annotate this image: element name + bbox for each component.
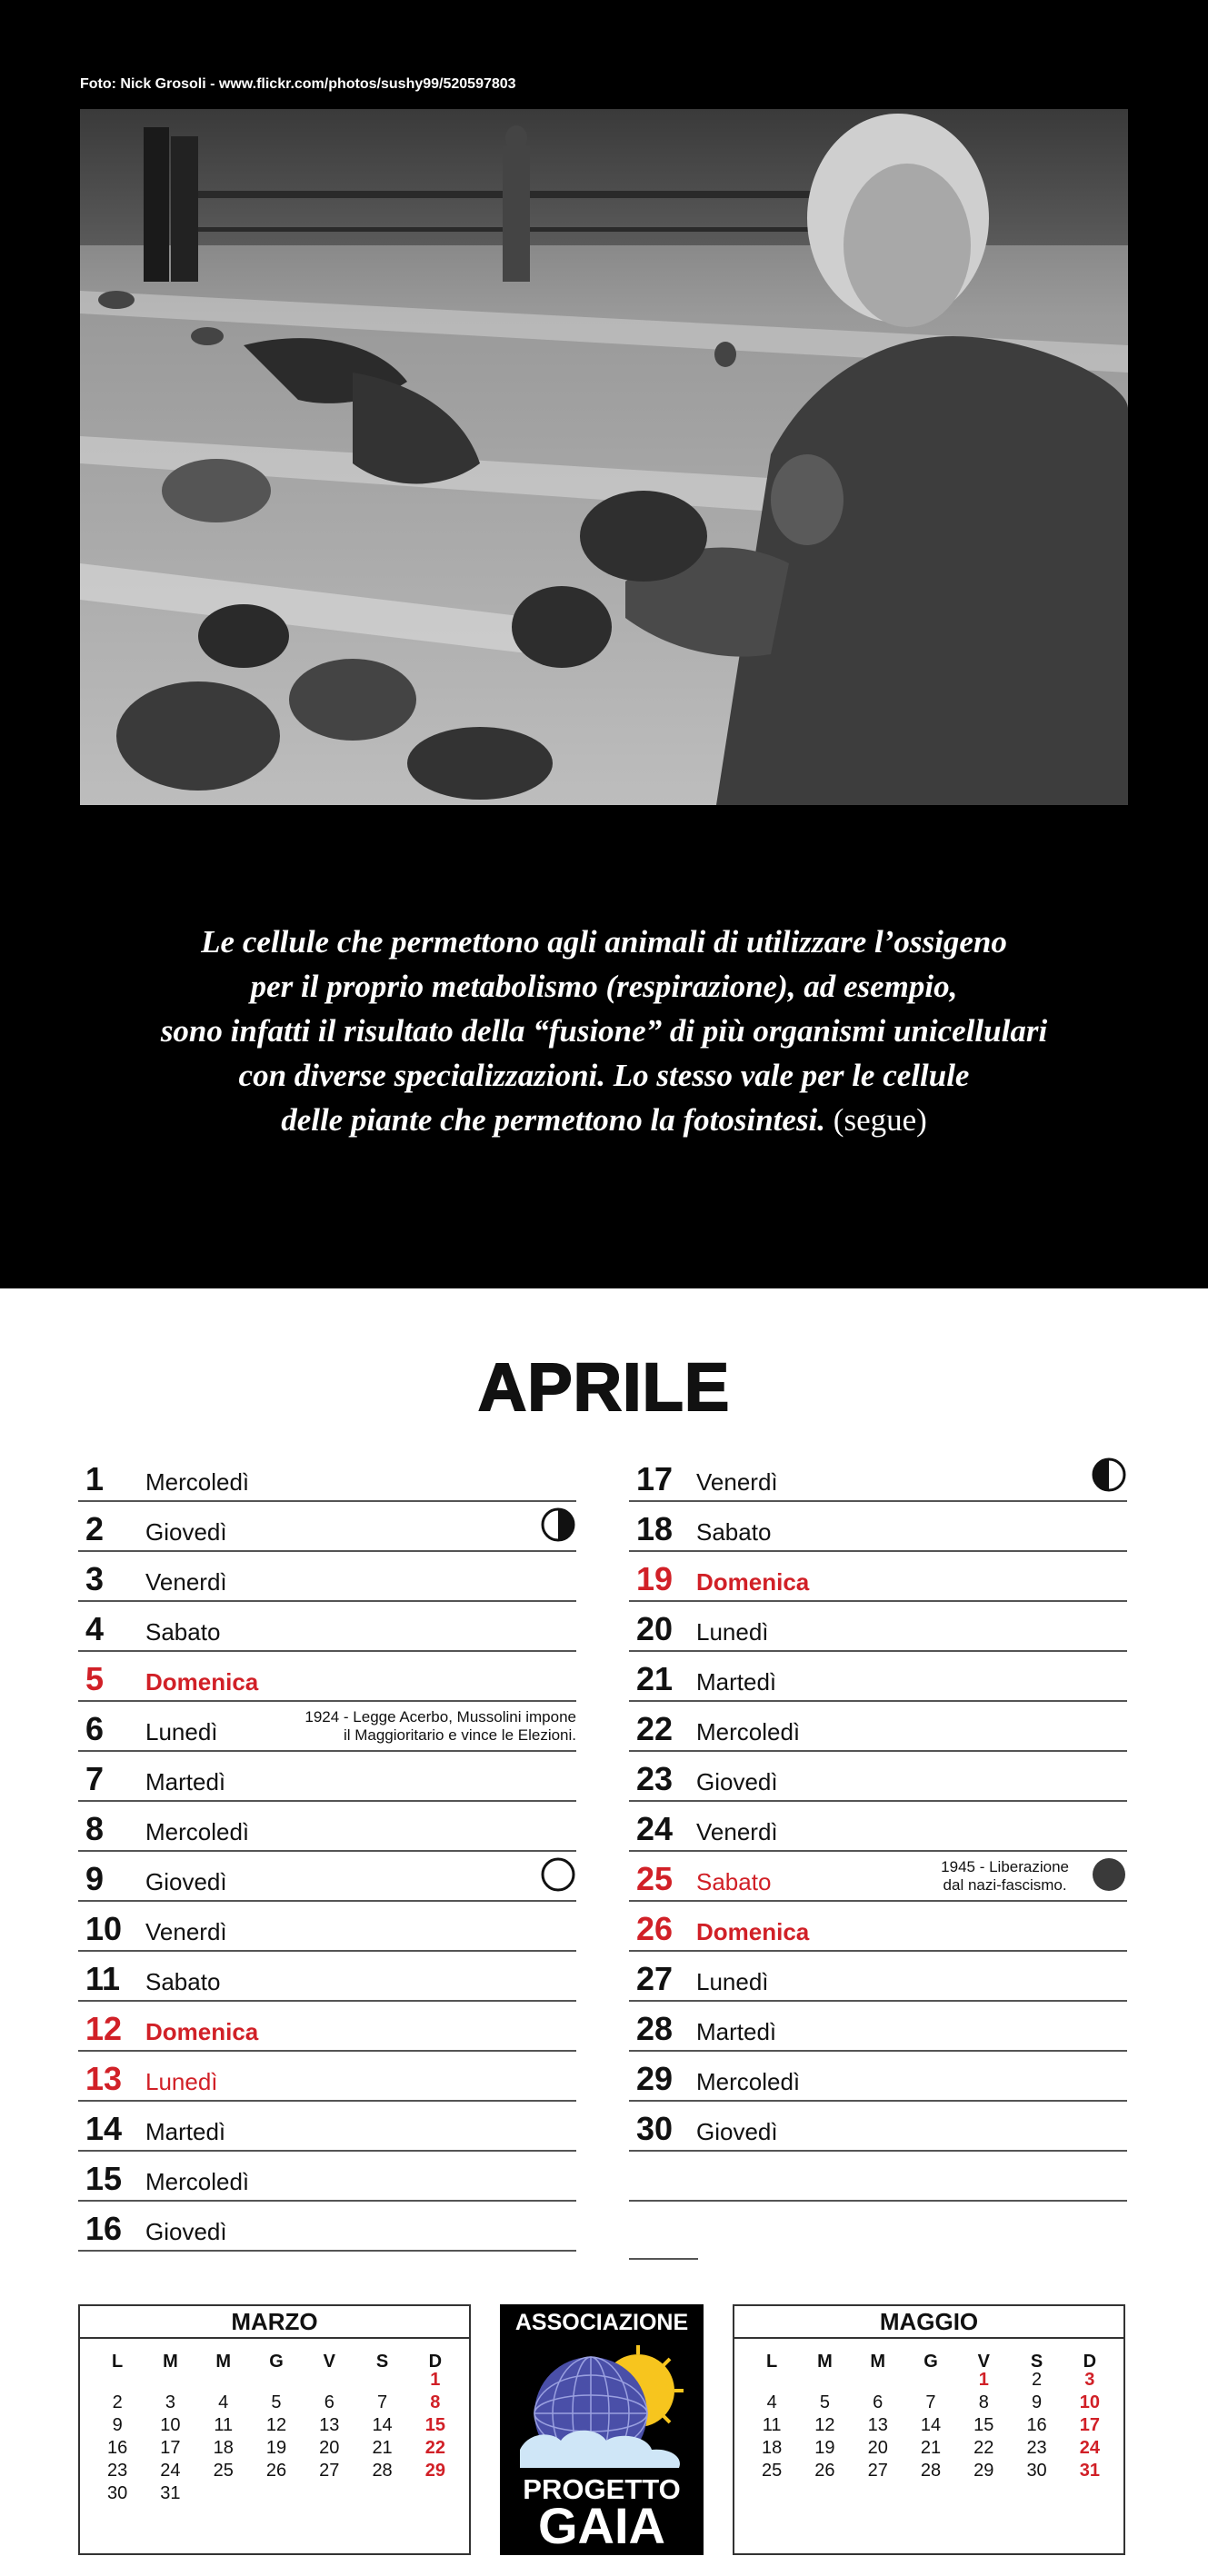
mini-day: 23 (1026, 2438, 1047, 2458)
mini-day: 31 (1079, 2461, 1100, 2481)
day-number: 13 (85, 2060, 123, 2097)
day-name: Martedì (145, 2118, 226, 2145)
mini-day: 15 (973, 2415, 994, 2435)
mini-day: 20 (867, 2438, 888, 2458)
note-line: 1945 - Liberazione (941, 1858, 1069, 1875)
mini-day: 18 (762, 2438, 783, 2458)
mini-day: 9 (112, 2415, 123, 2435)
mini-day: 3 (1084, 2370, 1095, 2390)
day-row-sunday (78, 1652, 576, 1702)
mini-calendar-grid (91, 2346, 462, 2505)
mini-day: 26 (265, 2461, 287, 2481)
mini-day: 19 (265, 2438, 287, 2458)
day-name: Giovedì (145, 1518, 227, 1546)
progetto-gaia-logo (500, 2304, 704, 2555)
mini-day: 21 (372, 2438, 393, 2458)
mini-day: 4 (218, 2392, 229, 2412)
mini-day (303, 2369, 355, 2392)
day-number: 2 (85, 1510, 105, 1547)
mini-day: 30 (107, 2483, 128, 2503)
mini-day: 7 (377, 2392, 388, 2412)
weekday-header: M (163, 2352, 178, 2372)
mini-day (798, 2369, 851, 2392)
mini-day: 19 (814, 2438, 835, 2458)
day-row (78, 1852, 576, 1902)
mini-day: 11 (214, 2415, 234, 2435)
last-quarter-moon-icon (1091, 1457, 1127, 1493)
day-row (78, 2202, 576, 2252)
month-title: APRILE (477, 1349, 731, 1425)
mini-day: 2 (1032, 2370, 1043, 2390)
weekday-header: M (817, 2352, 833, 2372)
mini-day: 28 (372, 2461, 393, 2481)
mini-day (250, 2482, 303, 2505)
day-number: 27 (636, 1960, 674, 1997)
quote-line: Le cellule che permettono agli animali di utilizzare l’ossigeno (201, 924, 1007, 960)
mini-day: 12 (265, 2415, 287, 2435)
mini-day: 10 (1079, 2392, 1100, 2412)
day-number: 3 (85, 1560, 105, 1597)
note-line: il Maggioritario e vince le Elezioni. (343, 1726, 576, 1744)
day-number: 23 (636, 1760, 674, 1797)
mini-calendar-next (733, 2304, 1125, 2555)
quote-line: delle piante che permettono la fotosintesi. (281, 1102, 826, 1138)
mini-day: 27 (319, 2461, 340, 2481)
day-name: Giovedì (145, 1868, 227, 1895)
day-number: 12 (85, 2010, 123, 2047)
day-number: 5 (85, 1660, 105, 1697)
day-number: 19 (636, 1560, 674, 1597)
mini-day (355, 2482, 408, 2505)
day-name: Sabato (145, 1618, 221, 1646)
mini-day: 16 (1026, 2415, 1047, 2435)
day-row (629, 2102, 1127, 2152)
day-row (629, 2052, 1127, 2102)
day-row (629, 1952, 1127, 2002)
weekday-header: G (923, 2352, 938, 2372)
day-row (629, 1752, 1127, 1802)
day-name: Domenica (145, 2018, 259, 2045)
weekday-header: L (766, 2352, 778, 2372)
mini-day: 5 (271, 2392, 282, 2412)
mini-day (355, 2369, 408, 2392)
day-number: 28 (636, 2010, 674, 2047)
mini-day: 27 (867, 2461, 888, 2481)
day-row (629, 2002, 1127, 2052)
day-name: Sabato (696, 1518, 772, 1546)
mini-day: 15 (424, 2415, 445, 2435)
day-row (78, 1552, 576, 1602)
logo-text-bottom: GAIA (538, 2497, 665, 2554)
mini-day: 29 (973, 2461, 994, 2481)
day-number: 17 (636, 1460, 674, 1497)
quote-text (0, 920, 1208, 1142)
day-name: Venerdì (145, 1918, 227, 1945)
day-row (78, 2102, 576, 2152)
mini-day: 7 (925, 2392, 936, 2412)
mini-day (409, 2482, 462, 2505)
photo-woman-feeding-pigeons (80, 109, 1128, 805)
day-name: Sabato (696, 1868, 772, 1895)
mini-day (250, 2369, 303, 2392)
mini-day: 9 (1032, 2392, 1043, 2412)
first-quarter-moon-icon (540, 1507, 576, 1543)
mini-day: 1 (430, 2370, 441, 2390)
day-name: Domenica (145, 1668, 259, 1696)
mini-day (852, 2369, 904, 2392)
day-row (629, 1502, 1127, 1552)
day-name: Domenica (696, 1918, 810, 1945)
day-row (78, 1802, 576, 1852)
day-row (629, 1802, 1127, 1852)
blank-row (629, 2152, 1127, 2202)
mini-day: 24 (160, 2461, 181, 2481)
mini-day: 13 (867, 2415, 888, 2435)
weekday-header: S (1030, 2352, 1043, 2372)
day-number: 8 (85, 1810, 105, 1847)
logo-text-top: ASSOCIAZIONE (514, 2310, 689, 2335)
note-line: 1924 - Legge Acerbo, Mussolini impone (304, 1708, 576, 1726)
day-name: Giovedì (696, 1768, 778, 1795)
day-number: 11 (85, 1960, 121, 1997)
mini-day: 31 (160, 2483, 181, 2503)
day-row (78, 1752, 576, 1802)
mini-day (745, 2369, 798, 2392)
mini-day: 30 (1026, 2461, 1047, 2481)
weekday-header: M (870, 2352, 886, 2372)
day-name: Mercoledì (145, 1468, 250, 1496)
mini-day (144, 2369, 196, 2392)
quote-line: con diverse specializzazioni. Lo stesso vale per le cellule (238, 1058, 970, 1093)
mini-day: 17 (160, 2438, 181, 2458)
day-name: Giovedì (696, 2118, 778, 2145)
logo-text-middle: PROGETTO (523, 2473, 681, 2505)
day-row (78, 1952, 576, 2002)
photo-credit: Foto: Nick Grosoli - www.flickr.com/photos/sushy99/520597803 (80, 76, 516, 92)
full-moon-icon (540, 1856, 576, 1893)
day-row (78, 1902, 576, 1952)
day-number: 24 (636, 1810, 674, 1847)
note-line: dal nazi-fascismo. (943, 1876, 1067, 1894)
day-name: Martedì (696, 1668, 777, 1696)
day-name: Mercoledì (696, 2068, 801, 2095)
mini-day: 12 (814, 2415, 835, 2435)
mini-day: 3 (165, 2392, 175, 2412)
day-number: 4 (85, 1610, 105, 1647)
day-number: 14 (85, 2110, 123, 2147)
weekday-header: V (323, 2352, 335, 2372)
weekday-header: V (977, 2352, 990, 2372)
mini-day: 23 (107, 2461, 128, 2481)
day-row (78, 1502, 576, 1552)
day-name: Sabato (145, 1968, 221, 1995)
mini-calendar-previous (78, 2304, 471, 2555)
weekday-header: S (375, 2352, 389, 2372)
mini-day (91, 2369, 144, 2392)
day-name: Venerdì (696, 1468, 778, 1496)
mini-day (197, 2482, 250, 2505)
historical-note (304, 1708, 576, 1745)
divider-stub (629, 2258, 698, 2260)
weekday-header: G (269, 2352, 284, 2372)
day-row (629, 1602, 1127, 1652)
day-number: 26 (636, 1910, 674, 1947)
mini-day: 4 (766, 2392, 777, 2412)
mini-day: 25 (762, 2461, 783, 2481)
day-number: 6 (85, 1710, 105, 1747)
day-name: Martedì (145, 1768, 226, 1795)
day-name: Venerdì (696, 1818, 778, 1845)
weekday-header: L (112, 2352, 124, 2372)
day-row (629, 1652, 1127, 1702)
mini-day (197, 2369, 250, 2392)
quote-line: sono infatti il risultato della “fusione” di più organismi unicellulari (160, 1013, 1048, 1049)
mini-day: 24 (1079, 2438, 1100, 2458)
mini-day: 25 (213, 2461, 234, 2481)
day-number: 16 (85, 2210, 123, 2247)
mini-day: 8 (430, 2392, 441, 2412)
day-name: Giovedì (145, 2218, 227, 2245)
day-name: Domenica (696, 1568, 810, 1596)
mini-day: 29 (424, 2461, 445, 2481)
mini-day: 8 (978, 2392, 989, 2412)
mini-day: 22 (424, 2438, 445, 2458)
mini-calendar-grid (745, 2346, 1116, 2482)
new-moon-icon (1091, 1856, 1127, 1893)
quote-line-last (0, 1098, 1208, 1142)
historical-note (941, 1858, 1069, 1895)
mini-calendar-title: MAGGIO (734, 2306, 1123, 2339)
day-name: Lunedì (696, 1618, 769, 1646)
day-row (78, 1452, 576, 1502)
mini-day: 21 (920, 2438, 942, 2458)
mini-day: 20 (319, 2438, 340, 2458)
day-row-sunday (78, 2002, 576, 2052)
mini-day: 13 (319, 2415, 340, 2435)
weekday-header: D (428, 2352, 443, 2372)
mini-day: 14 (920, 2415, 942, 2435)
day-row (78, 1602, 576, 1652)
day-name: Venerdì (145, 1568, 227, 1596)
day-name: Lunedì (696, 1968, 769, 1995)
mini-day (904, 2369, 957, 2392)
mini-day: 11 (762, 2415, 782, 2435)
day-row-sunday (629, 1552, 1127, 1602)
day-number: 15 (85, 2160, 123, 2197)
day-number: 1 (85, 1460, 105, 1497)
day-row (629, 1702, 1127, 1752)
day-number: 30 (636, 2110, 674, 2147)
day-row (78, 1702, 576, 1752)
day-name: Lunedì (145, 2068, 218, 2095)
mini-day: 6 (873, 2392, 884, 2412)
day-number: 21 (636, 1660, 674, 1697)
mini-day (303, 2482, 355, 2505)
days-column-right (629, 1452, 1127, 2202)
mini-day: 5 (819, 2392, 830, 2412)
day-row-holiday (629, 1852, 1127, 1902)
mini-day: 2 (112, 2392, 123, 2412)
day-number: 22 (636, 1710, 674, 1747)
day-number: 9 (85, 1860, 105, 1897)
mini-day: 17 (1079, 2415, 1100, 2435)
day-number: 10 (85, 1910, 123, 1947)
quote-line: per il proprio metabolismo (respirazione), ad esempio, (250, 969, 958, 1004)
days-column-left (78, 1452, 576, 2252)
day-name: Martedì (696, 2018, 777, 2045)
mini-day: 22 (973, 2438, 994, 2458)
day-number: 20 (636, 1610, 674, 1647)
day-number: 7 (85, 1760, 105, 1797)
weekday-header: D (1083, 2352, 1097, 2372)
weekday-header: M (215, 2352, 232, 2372)
day-name: Mercoledì (145, 2168, 250, 2195)
mini-day: 16 (107, 2438, 128, 2458)
day-name: Lunedì (145, 1718, 218, 1746)
day-row (78, 2152, 576, 2202)
day-number: 18 (636, 1510, 674, 1547)
mini-day: 1 (978, 2370, 989, 2390)
mini-day: 28 (920, 2461, 942, 2481)
mini-day: 10 (160, 2415, 181, 2435)
mini-calendar-title: MARZO (80, 2306, 469, 2339)
mini-day: 26 (814, 2461, 835, 2481)
day-number: 29 (636, 2060, 674, 2097)
day-row-holiday (78, 2052, 576, 2102)
day-row-sunday (629, 1902, 1127, 1952)
mini-day: 6 (324, 2392, 334, 2412)
mini-day: 18 (213, 2438, 234, 2458)
globe-sun-icon (511, 2341, 693, 2486)
quote-continuation: (segue) (833, 1102, 927, 1138)
day-row (629, 1452, 1127, 1502)
mini-day: 14 (372, 2415, 393, 2435)
day-name: Mercoledì (696, 1718, 801, 1746)
day-number: 25 (636, 1860, 674, 1897)
day-name: Mercoledì (145, 1818, 250, 1845)
